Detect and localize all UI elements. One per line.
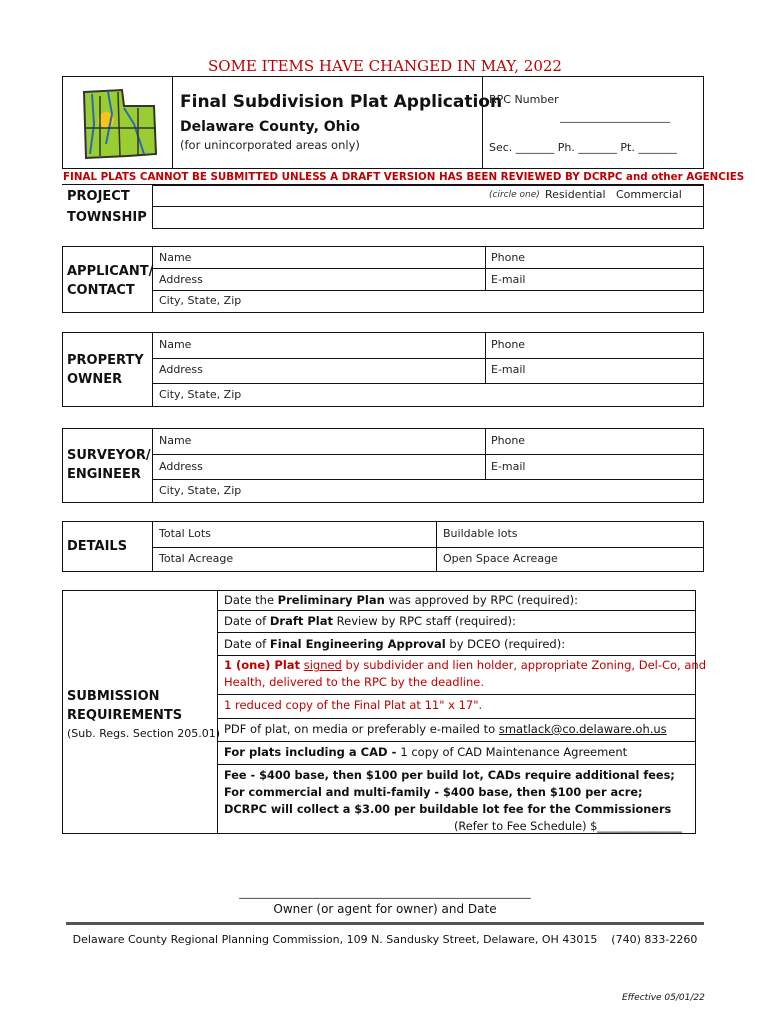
unincorporated-note: (for unincorporated areas only) <box>180 138 360 152</box>
surveyor-city-field[interactable]: City, State, Zip <box>159 484 242 497</box>
circle-one-note: (circle one) <box>489 190 540 200</box>
applicant-address-field[interactable]: Address <box>159 273 203 286</box>
engineering-approval-date[interactable]: Date of Final Engineering Approval by DCEO (required): <box>224 637 566 651</box>
details-label: DETAILS <box>67 539 128 554</box>
residential-option[interactable]: Residential <box>545 188 606 201</box>
open-space-field[interactable]: Open Space Acreage <box>443 552 558 565</box>
applicant-label: APPLICANT/ CONTACT <box>67 264 154 298</box>
fee-amount-field[interactable]: (Refer to Fee Schedule) $_______________ <box>454 820 682 833</box>
project-label: PROJECT <box>67 189 130 204</box>
owner-phone-field[interactable]: Phone <box>491 338 526 351</box>
preliminary-plan-date[interactable]: Date the Preliminary Plan was approved by RPC (required): <box>224 593 578 607</box>
owner-address-field[interactable]: Address <box>159 363 203 376</box>
footer-divider <box>66 922 704 925</box>
owner-city-field[interactable]: City, State, Zip <box>159 388 242 401</box>
township-label: TOWNSHIP <box>67 210 147 225</box>
footer-address: Delaware County Regional Planning Commission, 109 N. Sandusky Street, Delaware, OH 43015 (740) 833-2260 <box>72 933 698 946</box>
signed-plat-requirement: 1 (one) Plat signed by subdivider and lien holder, appropriate Zoning, Del-Co, and Health, delivered to the RPC by the deadline. <box>224 658 706 689</box>
surveyor-phone-field[interactable]: Phone <box>491 434 526 447</box>
total-lots-field[interactable]: Total Lots <box>159 527 211 540</box>
project-input[interactable] <box>153 186 483 206</box>
applicant-email-field[interactable]: E-mail <box>491 273 526 286</box>
rpc-number-label: RPC Number <box>489 93 559 106</box>
banner: SOME ITEMS HAVE CHANGED IN MAY, 2022 <box>208 57 562 75</box>
fee-requirement: Fee - $400 base, then $100 per build lot, CADs require additional fees; For commercial and multi-family - $400 base, then $100 per acre; DCRPC will collect a $3.00 per buildable lot fee for the Commissioners (Refer to Fee Schedule) $_______________ <box>224 769 682 833</box>
total-acreage-field[interactable]: Total Acreage <box>159 552 234 565</box>
cad-requirement: For plats including a CAD - 1 copy of CAD Maintenance Agreement <box>224 745 628 759</box>
email-link[interactable]: smatlack@co.delaware.oh.us <box>498 722 667 736</box>
buildable-lots-field[interactable]: Buildable lots <box>443 527 518 540</box>
county-map-logo-icon <box>78 84 160 162</box>
township-input[interactable] <box>153 207 703 228</box>
draft-warning: FINAL PLATS CANNOT BE SUBMITTED UNLESS A DRAFT VERSION HAS BEEN REVIEWED BY DCRPC and other AGENCIES <box>63 171 745 183</box>
sec-ph-pt-field[interactable]: Sec. _______ Ph. _______ Pt. _______ <box>489 141 677 154</box>
owner-email-field[interactable]: E-mail <box>491 363 526 376</box>
surveyor-address-field[interactable]: Address <box>159 460 203 473</box>
submission-label: SUBMISSION REQUIREMENTS (Sub. Regs. Section 205.01) <box>67 689 220 740</box>
applicant-phone-field[interactable]: Phone <box>491 251 526 264</box>
reduced-copy-requirement: 1 reduced copy of the Final Plat at 11" x 17". <box>224 698 483 712</box>
county-name: Delaware County, Ohio <box>180 119 361 135</box>
applicant-name-field[interactable]: Name <box>159 251 192 264</box>
rpc-number-field[interactable]: ____________________ <box>560 110 670 123</box>
surveyor-label: SURVEYOR/ ENGINEER <box>67 448 151 482</box>
surveyor-email-field[interactable]: E-mail <box>491 460 526 473</box>
commercial-option[interactable]: Commercial <box>616 188 682 201</box>
surveyor-name-field[interactable]: Name <box>159 434 192 447</box>
pdf-plat-requirement: PDF of plat, on media or preferably e-mailed to smatlack@co.delaware.oh.us <box>224 722 667 736</box>
form-title: Final Subdivision Plat Application <box>180 92 503 112</box>
effective-date: Effective 05/01/22 <box>622 993 705 1003</box>
applicant-city-field[interactable]: City, State, Zip <box>159 294 242 307</box>
signature-label: Owner (or agent for owner) and Date <box>273 902 497 916</box>
owner-label: PROPERTY OWNER <box>67 353 144 387</box>
signature-line[interactable]: _____________________________________________________ <box>239 886 531 899</box>
owner-name-field[interactable]: Name <box>159 338 192 351</box>
draft-plat-review-date[interactable]: Date of Draft Plat Review by RPC staff (required): <box>224 614 516 628</box>
